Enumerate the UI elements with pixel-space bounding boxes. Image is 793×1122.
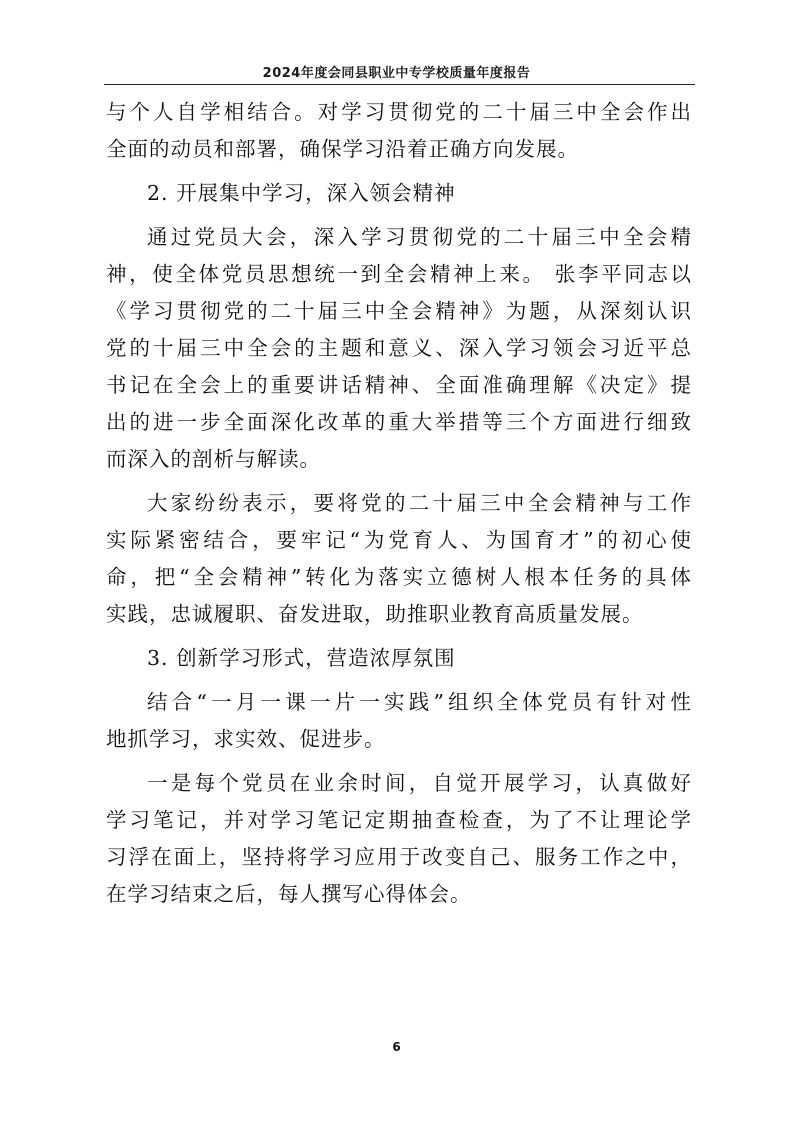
- paragraph: [106, 219, 692, 478]
- paragraph: [106, 684, 692, 758]
- text-line: 《学习贯彻党的二十届三中全会精神》为题，从深刻认识: [106, 299, 692, 323]
- section-heading: [106, 640, 692, 677]
- text-line: 全面的动员和部署，确保学习沿着正确方向发展。: [106, 137, 579, 161]
- body-text: [106, 94, 692, 913]
- text-line: 党的十届三中全会的主题和意义、深入学习领会习近平总: [106, 336, 692, 360]
- text-line: 结合“一月一课一片一实践”组织全体党员有针对性: [147, 690, 692, 714]
- text-line: 习浮在面上，坚持将学习应用于改变自己、服务工作之中，: [106, 845, 692, 869]
- text-line: 学习笔记，并对学习笔记定期抽查检查，为了不让理论学: [106, 808, 692, 832]
- header-divider: [104, 84, 695, 85]
- paragraph: [106, 485, 692, 633]
- page-number: 6: [392, 1040, 401, 1054]
- text-line: 书记在全会上的重要讲话精神、全面准确理解《决定》提: [106, 373, 692, 397]
- header-title: 2024年度会同县职业中专学校质量年度报告: [262, 66, 531, 81]
- text-line: 一是每个党员在业余时间，自觉开展学习，认真做好: [147, 771, 692, 795]
- text-line: 而深入的剖析与解读。: [106, 447, 321, 471]
- paragraph: [106, 765, 692, 913]
- text-line: 地抓学习，求实效、促进步。: [106, 727, 386, 751]
- text-line: 实践，忠诚履职、奋发进取，助推职业教育高质量发展。: [106, 602, 644, 626]
- paragraph: [106, 94, 692, 168]
- text-line: 大家纷纷表示，要将党的二十届三中全会精神与工作: [147, 491, 692, 515]
- section-heading: [106, 175, 692, 212]
- text-line: 神，使全体党员思想统一到全会精神上来。 张李平同志以: [106, 262, 692, 286]
- text-line: 通过党员大会，深入学习贯彻党的二十届三中全会精: [147, 225, 692, 249]
- text-line: 与个人自学相结合。对学习贯彻党的二十届三中全会作出: [106, 100, 692, 124]
- text-line: 命，把“全会精神”转化为落实立德树人根本任务的具体: [106, 565, 692, 589]
- text-line: 在学习结束之后，每人撰写心得体会。: [106, 882, 472, 906]
- text-line: 出的进一步全面深化改革的重大举措等三个方面进行细致: [106, 410, 692, 434]
- heading-line: 3. 创新学习形式，营造浓厚氛围: [147, 646, 456, 670]
- heading-line: 2. 开展集中学习，深入领会精神: [147, 181, 456, 205]
- text-line: 实际紧密结合，要牢记“为党育人、为国育才”的初心使: [106, 528, 692, 552]
